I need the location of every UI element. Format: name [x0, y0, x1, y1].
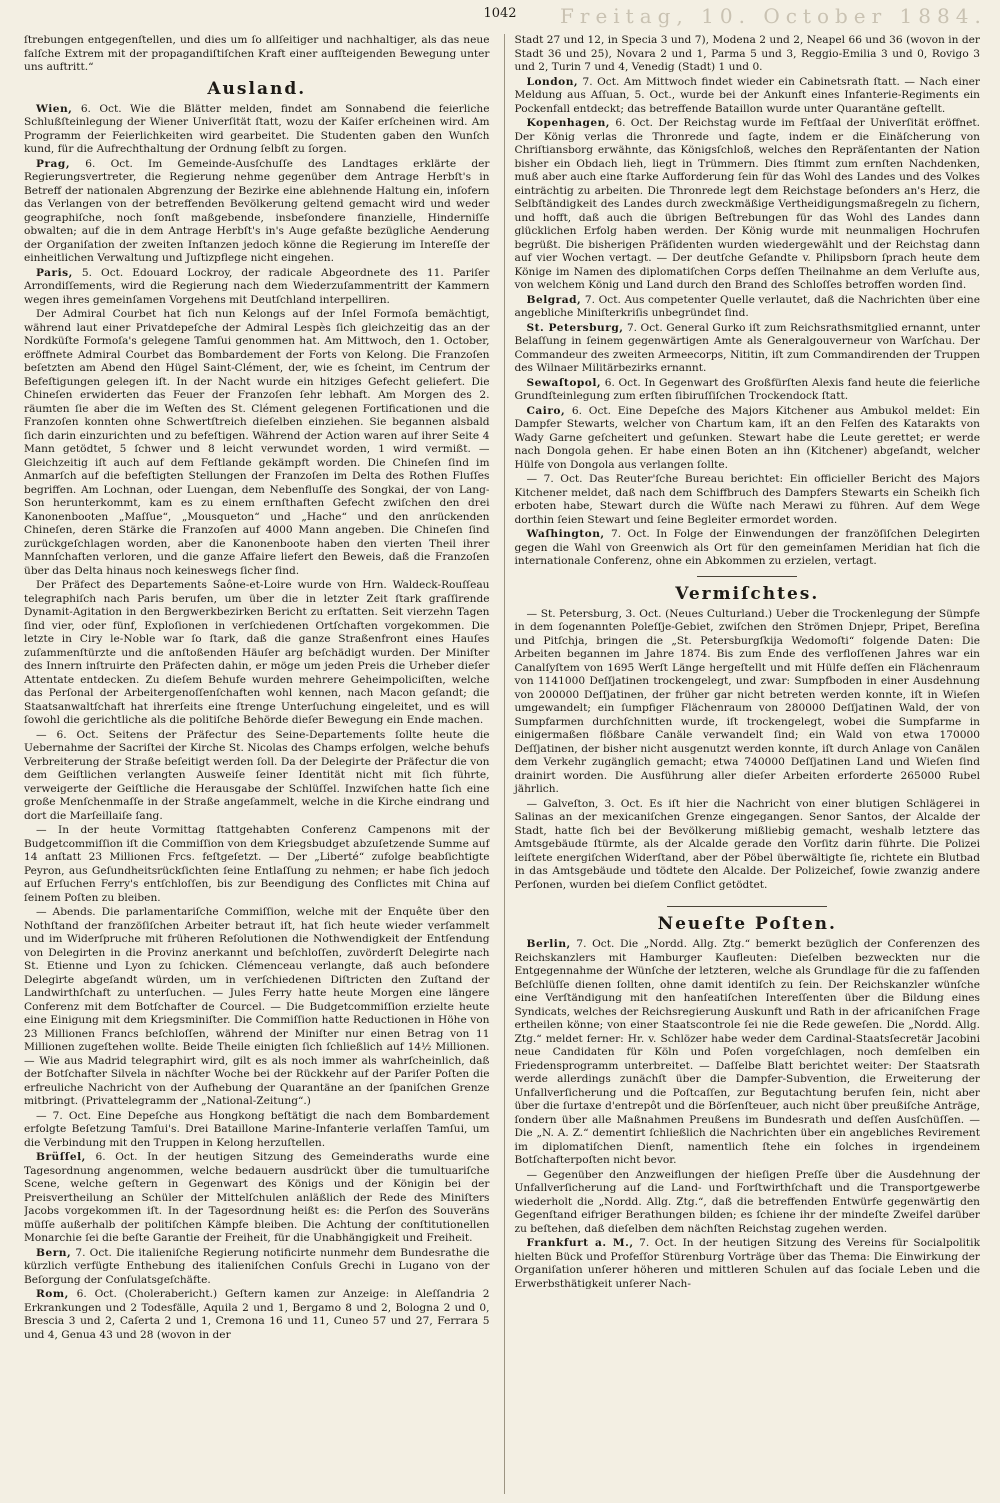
article-text: — Gegenüber den Anzweiflungen der hieſigen Preſſe über die Ausdehnung der Unfallverſicherung auf die Land- und Forſtwirthſchaft und die Transportgewerbe wiederholt die „Nordd. Allg. Ztg.“, daß die betreffenden Entwürfe gegenwärtig den Gegenſtand eifriger Berathungen bilden; es ſchiene ihr der mindeſte Zweifel darüber zu beſtehen, daß dieſelben dem nächſten Reichstag zugehen werden.: [514, 1168, 980, 1235]
right-articles: [515, 76, 981, 569]
misc-paragraph: — St. Petersburg, 3. Oct. (Neues Culturland.) Ueber die Trockenlegung der Sümpfe in dem ſogenannten Poleſſje-Gebiet, zwiſchen den Strömen Dnjepr, Pripet, Bereſina und Pitſchja, bringen die „St. Petersburgſkija Wedomoſti“ folgende Daten: Die Arbeiten begannen im Jahre 1874. Bis zum Ende des verfloſſenen Jahres war ein Canalſyſtem von 1695 Werſt Länge hergeſtellt und mit Hülfe deſſen ein Flächenraum von 1141000 Deſſjatinen trockengelegt, und zwar: Sumpfboden in einer Ausdehnung von 200000 Deſſjatinen, der früher gar nicht betreten werden konnte, iſt in Wieſen umgewandelt; ein ſumpfiger Flächenraum von 280000 Deſſjatinen Wald, der von Sumpfarmen durchſchnitten wurde, iſt trockengelegt, wobei die Sumpfarme in einigermaßen flößbare Canäle verwandelt ſind; ein Wald von etwa 170000 Deſſjatinen, der bisher nicht ausgenutzt werden konnte, iſt durch Anlage von Canälen dem Verkehr zugänglich gemacht; etwa 740000 Deſſjatinen Land und Wieſen ſind drainirt worden. Die Ausführung aller dieſer Arbeiten erforderte 265000 Rubel jährlich.: [514, 607, 980, 795]
article-text: 6. Oct. In der heutigen Sitzung des Gemeinderaths wurde eine Tagesordnung angenommen, welche bedauern ausdrückt über die tumultuariſche Scene, welche geſtern in Gegenwart des Königs und der Königin bei der Preisvertheilung an Schüler der Mittelſchulen anläßlich der Rede des Miniſters Jacobs vorgekommen iſt. In der Tagesordnung heißt es: die Perſon des Souveräns müſſe außerhalb der politiſchen Kämpfe bleiben. Die Achtung der conſtitutionellen Monarchie ſei die beſte Garantie der Freiheit, für die Unabhängigkeit und Freiheit.: [24, 1151, 490, 1244]
article-text: 6. Oct. Eine Depeſche des Majors Kitchener aus Ambukol meldet: Ein Dampfer Stewarts, welcher von Chartum kam, iſt an den Felſen des Katarakts von Wady Garne geſcheitert und geſunken. Stewart habe die Leute gerettet; er werde nach Dongola gehen. Er habe einen Boten an ihn (Kitchener) abgeſandt, welcher Hülfe von Dongola aus verlangen ſollte.: [514, 404, 980, 471]
article-paragraph: [515, 322, 981, 376]
article-text: — Abends. Die parlamentariſche Commiſſion, welche mit der Enquête über den Nothſtand der franzöſiſchen Arbeiter betraut iſt, hat ſich heute wieder verſammelt und im Widerſpruche mit früheren Reſolutionen die Nothwendigkeit der Entſendung von Delegirten in die Provinz anerkannt und beſchloſſen, zuvörderſt Delegirte nach St. Etienne und Lyon zu ſchicken. Clémenceau verlangte, daß auch beſondere Delegirte abgeſandt würden, um in verſchiedenen Diſtricten den Zuſtand der Landwirthſchaft zu unterſuchen. — Jules Ferry hatte heute Morgen eine längere Conferenz mit dem Botſchafter de Courcel. — Die Budgetcommiſſion erzielte heute eine Einigung mit dem Kriegsminiſter. Die Commiſſion hatte Reductionen in Höhe von 23 Millionen Francs beſchloſſen, während der Miniſter nur einen Betrag von 11 Millionen zugeſtehen wollte. Beide Theile einigten ſich ſchließlich auf 14½ Millionen. — Wie aus Madrid telegraphirt wird, gilt es als noch immer als wahrſcheinlich, daß der Botſchafter Silvela in nächſter Woche bei der Rückkehr auf der Pariſer Poſten die erfreuliche Nachricht von der Aufhebung der Quarantäne an der ſpaniſchen Grenze mitbringt. (Privattelegramm der „National-Zeitung“.): [24, 906, 490, 1107]
article-dateline: Brüſſel,: [36, 1151, 86, 1163]
left-column: [24, 34, 490, 1494]
article-dateline: Wien,: [36, 102, 73, 115]
article-paragraph: [24, 906, 490, 1109]
article-paragraph: [24, 158, 490, 266]
article-text: — 7. Oct. Das Reuter'ſche Bureau berichtet: Ein officieller Bericht des Majors Kitchener meldet, daß nach dem Schiffbruch des Dampfers Stewarts ein Scheikh ſich erboten habe, Stewart durch die Wüſte nach Merawi zu führen. Auf dem Wege dorthin ſeien Stewart und ſeine Begleiter ermordet worden.: [514, 473, 980, 526]
section-title-ausland: Ausland.: [207, 78, 307, 99]
article-text: 6. Oct. Wie die Blätter melden, findet am Sonnabend die feierliche Schlußſteinlegung der Wiener Univerſität ſtatt, wozu der Kaiſer erſcheinen wird. Am Programm der Feierlichkeiten wird gearbeitet. Die Studenten gaben den Wunſch kund, für die Aufrechthaltung der Ordnung ſelbſt zu ſorgen.: [24, 102, 490, 155]
article-paragraph: [515, 117, 981, 293]
article-paragraph: [515, 938, 981, 1168]
article-paragraph: [24, 729, 490, 824]
news-items: [515, 938, 981, 1291]
article-paragraph: [515, 294, 981, 321]
article-paragraph: [515, 377, 981, 404]
divider: [697, 576, 797, 577]
left-intro-paragraph: ſtrebungen entgegenſtellen, und dies um ſo allſeitiger und nachhaltiger, als das neue falſche Extrem mit der propagandiſtiſchen Kraft einer aufſteigenden Bewegung unter uns auftritt.“: [24, 34, 490, 73]
article-text: 5. Oct. Edouard Lockroy, der radicale Abgeordnete des 11. Pariſer Arrondiſſements, wird die Regierung nach dem Wiederzuſammentritt der Kammern wegen ihres gemeinſamen Vorgehens mit Deutſchland interpelliren.: [24, 266, 490, 306]
section-title-neueste-posten: Neueſte Poſten.: [657, 914, 837, 934]
article-text: 7. Oct. In der heutigen Sitzung des Vereins für Socialpolitik hielten Bück und Profeſſor Stürenburg Vorträge über das Thema: Die Einwirkung der Organiſation unſerer höheren und mittleren Schulen auf das ſociale Leben und die Erwerbsthätigkeit unſerer Nach-: [514, 1237, 980, 1290]
article-text: Der Präfect des Departements Saône-et-Loire wurde von Hrn. Waldeck-Rouſſeau telegraphiſch nach Paris berufen, um über die in letzter Zeit ſtark graſſirende Dynamit-Agitation in den Bergwerkbezirken Bericht zu erſtatten. Seit vierzehn Tagen ſind vier, oder fünf, Exploſionen in verſchiedenen Ortſchaften vorgekommen. Die letzte in Ciry le-Noble war ſo ſtark, daß die ganze Straßenfront eines Hauſes zuſammenſtürzte und die anſtoßenden Häuſer arg beſchädigt wurden. Der Miniſter des Innern inſtruirte den Präfecten dahin, er möge um jeden Preis die Urheber dieſer Attentate entdecken. Zu dieſem Behufe wurden mehrere Geheimpoliciſten, welche das Perſonal der Arbeitergenoſſenſchaften wohl kennen, nach Macon geſandt; die Staatsanwaltſchaft hat ihrerſeits eine ſtrenge Unterſuchung eingeleitet, und es will ſowohl die gerichtliche als die politiſche Behörde dieſer Bewegung ein Ende machen.: [24, 579, 490, 726]
article-paragraph: [515, 473, 981, 527]
article-dateline: Bern,: [36, 1246, 72, 1259]
header-bleed-through: Freitag, 10. October 1884.: [560, 4, 987, 28]
article-dateline: St. Petersburg,: [526, 321, 624, 334]
article-text: 7. Oct. Am Mittwoch findet wieder ein Cabinetsrath ſtatt. — Nach einer Meldung aus Aſſuan, 5. Oct., wurde bei der Ankunft eines Infanterie-Regiments ein Pockenfall entdeckt; das betreffende Bataillon wurde unter Quarantäne geſtellt.: [514, 75, 980, 115]
article-text: 6. Oct. (Cholerabericht.) Geſtern kamen zur Anzeige: in Aleſſandria 2 Erkrankungen und 2 Todesfälle, Aquila 2 und 1, Bergamo 8 und 2, Bologna 2 und 0, Brescia 3 und 2, Caſerta 2 und 1, Cremona 16 und 11, Cuneo 57 und 27, Ferrara 5 und 4, Genua 43 und 28 (wovon in der: [24, 1288, 490, 1341]
article-paragraph: [24, 579, 490, 728]
misc-paragraph: — Galveſton, 3. Oct. Es iſt hier die Nachricht von einer blutigen Schlägerei in Salinas an der mexicaniſchen Grenze eingegangen. Senor Santos, der Alcalde der Stadt, hatte ſich bei der Bevölkerung mißliebig gemacht, weshalb letztere das Amtsgebäude ſtürmte, als der Alcalde gerade den Vorſitz darin führte. Die Polizei leiſtete energiſchen Widerſtand, aber der Pöbel überwältigte ſie, richtete ein Blutbad in das Amtsgebäude und tödtete den Alcalde. Der Polizeichef, ſowie zwanzig andere Perſonen, wurden bei dieſem Conflict getödtet.: [514, 797, 980, 891]
article-dateline: Rom,: [36, 1288, 69, 1300]
article-text: 6. Oct. Der Reichstag wurde im Feſtſaal der Univerſität eröffnet. Der König verlas die Thronrede und ſagte, indem er die Einäſcherung von Chriſtiansborg erwähnte, das Königsſchloß, welches den Repräſentanten der Nation bisher ein Obdach lieh, liegt in Trümmern. Dies ſtimmt zum ernſten Nachdenken, muß aber auch eine ſtarke Aufforderung ſein für das Wohl des Landes und des Volkes einträchtig zu arbeiten. Die Thronrede legt dem Reichstage beſonders an's Herz, die Selbſtändigkeit des Landes durch zweckmäßige Vertheidigungsmaßregeln zu ſichern, und hofft, daß auch die übrigen Beſtrebungen für das Wohl des Landes dann glücklichen Erfolg haben werden. Der König wurde mit neunmaligen Hochrufen begrüßt. Die bisherigen Präſidenten wurden wiedergewählt und der Reichstag dann auf vier Wochen vertagt. — Der deutſche Geſandte v. Philipsborn ſprach heute dem Könige im Namen des diplomatiſchen Corps deſſen Theilnahme an dem Verluſte aus, von welchem König und Land durch den Brand des Schloſſes betroffen worden ſind.: [514, 117, 980, 291]
article-paragraph: [24, 1247, 490, 1288]
misc-items: [515, 608, 981, 893]
article-paragraph: [515, 76, 981, 117]
article-paragraph: [24, 824, 490, 905]
article-paragraph: [24, 103, 490, 157]
right-column: [504, 34, 981, 1494]
article-text: 7. Oct. General Gurko iſt zum Reichsrathsmitglied ernannt, unter Belaſſung in ſeinem gegenwärtigen Amte als Generalgouverneur von Warſchau. Der Commandeur des zweiten Armeecorps, Nititin, iſt zum Commandirenden der Truppen des Wilnaer Militärbezirks ernannt.: [514, 321, 980, 374]
article-text: 6. Oct. In Gegenwart des Großfürſten Alexis fand heute die feierliche Grundſteinlegung zum erſten ſibiruſſiſchen Trockendock ſtatt.: [514, 376, 980, 402]
divider: [667, 906, 827, 907]
article-text: — 6. Oct. Seitens der Präfectur des Seine-Departements ſollte heute die Uebernahme der Sacriſtei der Kirche St. Nicolas des Champs erfolgen, welche behufs Verbreiterung der Straße beſeitigt werden ſoll. Da der Delegirte der Präfectur die von dem Geiſtlichen verlangten Ausweiſe ſeiner Identität nicht mit ſich führte, verweigerte der Geiſtliche die Herausgabe der Schlüſſel. Inzwiſchen hatte ſich eine große Menſchenmaſſe in der Straße angeſammelt, welche in die Kirche eindrang und dort die Marſeillaiſe ſang.: [24, 728, 490, 822]
article-dateline: Paris,: [36, 266, 73, 279]
article-paragraph: [515, 528, 981, 569]
columns: [24, 34, 980, 1494]
article-text: 7. Oct. In Folge der Einwendungen der franzöſiſchen Delegirten gegen die Wahl von Greenwich als Ort für den gemeinſamen Meridian hat ſich die internationale Conferenz, ohne ein Abkommen zu erzielen, vertagt.: [514, 528, 980, 567]
article-paragraph: [24, 1288, 490, 1342]
article-dateline: London,: [526, 75, 579, 88]
left-articles: [24, 103, 490, 1343]
article-dateline: Waſhington,: [526, 528, 605, 540]
article-text: — 7. Oct. Eine Depeſche aus Hongkong beſtätigt die nach dem Bombardement erfolgte Beſetzung Tamſui's. Drei Bataillone Marine-Infanterie verlaſſen Tamſui, um die Verbindung mit den Truppen in Kelong herzuſtellen.: [24, 1109, 490, 1149]
article-dateline: Cairo,: [526, 404, 566, 417]
article-dateline: Frankfurt a. M.,: [526, 1237, 634, 1249]
article-dateline: Belgrad,: [526, 293, 582, 306]
article-dateline: Sewaſtopol,: [526, 376, 602, 389]
article-paragraph: [515, 1237, 981, 1291]
article-paragraph: [24, 1110, 490, 1151]
right-intro-paragraph: Stadt 27 und 12, in Specia 3 und 7), Modena 2 und 2, Neapel 66 und 36 (wovon in der Stadt 36 und 25), Novara 2 und 1, Parma 5 und 3, Reggio-Emilia 3 und 0, Rovigo 3 und 2, Turin 7 und 4, Venedig (Stadt) 1 und 0.: [514, 34, 980, 73]
article-dateline: Kopenhagen,: [526, 117, 610, 129]
article-text: — In der heute Vormittag ſtattgehabten Conferenz Campenons mit der Budgetcommiſſion iſt die Commiſſion von dem Kriegsbudget abzuſetzende Summe auf 14 anſtatt 23 Millionen Frcs. feſtgeſetzt. — Der „Liberté“ zufolge beabſichtigte Peyron, aus Geſundheitsrückſichten ſeine Entlaſſung zu nehmen; er habe ſich jedoch auf Erſuchen Ferry's entſchloſſen, bis zur Beendigung des Conflictes mit China auf ſeinem Poſten zu bleiben.: [24, 824, 490, 904]
article-paragraph: [515, 1169, 981, 1237]
article-dateline: Berlin,: [526, 938, 571, 950]
article-text: 7. Oct. Aus competenter Quelle verlautet, daß die Nachrichten über eine angebliche Miniſterkriſis unbegründet ſind.: [514, 293, 980, 319]
article-paragraph: [515, 405, 981, 473]
section-title-vermischtes: Vermiſchtes.: [675, 583, 820, 604]
article-text: 7. Oct. Die italieniſche Regierung notificirte nunmehr dem Bundesrathe die kürzlich verfügte Enthebung des italieniſchen Conſuls Grechi in Lugano von der Beſorgung der Conſulatsgeſchäfte.: [24, 1246, 490, 1286]
article-text: Der Admiral Courbet hat ſich nun Kelongs auf der Inſel Formoſa bemächtigt, während laut einer Privatdepeſche der Admiral Lespès ſich gleichzeitig das an der Nordküſte Formoſa's gelegene Tamſui genommen hat. Am Mittwoch, den 1. October, eröffnete Admiral Courbet das Bombardement der Forts von Kelong. Die Franzoſen beſetzten am Abend den Hügel Saint-Clément, der, wie es ſcheint, im Centrum der Befeſtigungen gelegen iſt. In der Nacht wurde ein hitziges Gefecht geliefert. Die Chineſen erwiderten das Feuer der Franzoſen ſehr lebhaft. Am Morgen des 2. räumten ſie aber die im Weſten des St. Clément gelegenen Fortificationen und die Franzoſen konnten ohne Schwertſtreich dieſelben einziehen. Sie begannen alsbald ſich darin einzurichten und zu befeſtigen. Während der Action waren auf ihrer Seite 4 Mann getödtet, 5 ſchwer und 8 leicht verwundet worden, 1 wird vermißt. — Gleichzeitig iſt auch auf dem Feſtlande gekämpft worden. Die Chineſen ſind im Anmarſch auf die befeſtigten Stellungen der Franzoſen im Delta des Rothen Fluſſes begriffen. Am Lochnan, oder Luengan, dem Nebenfluſſe des Songkai, der von Lang-Son herunterkommt, kam es zu einem ernſthaften Gefecht zwiſchen den drei Kanonenbooten „Maſſue“, „Mousqueton“ und „Hache“ und den anrückenden Chineſen, deren Stärke die Franzoſen auf 4000 Mann angeben. Die Chineſen ſind zurückgeſchlagen worden, aber die Kanonenboote haben den vierten Theil ihrer Mannſchaften verloren, und die ganze Affaire liefert den Beweis, daß die Franzoſen über das Delta hinaus noch keineswegs ſicher ſind.: [24, 308, 490, 577]
article-paragraph: [24, 308, 490, 578]
article-dateline: Prag,: [36, 157, 71, 170]
article-text: 6. Oct. Im Gemeinde-Ausſchuſſe des Landtages erklärte der Regierungsvertreter, die Regierung nehme gegenüber dem Antrage Herbſt's in Betreff der nationalen Abgrenzung der Bezirke eine ablehnende Haltung ein, inſofern das Verlangen von der betreffenden Bevölkerung geltend gemacht wird und weder geographiſche, noch ſonſt maßgebende, insbeſondere finanzielle, Hinderniſſe obwalten; auf die in dem Antrage Herbſt's in's Auge gefaßte bezügliche Aenderung der Organiſation der zweiten Inſtanzen jedoch könne die Regierung im Intereſſe der einheitlichen Verwaltung und Juſtizpflege nicht eingehen.: [24, 157, 490, 264]
article-paragraph: [24, 1151, 490, 1246]
article-text: 7. Oct. Die „Nordd. Allg. Ztg.“ bemerkt bezüglich der Conferenzen des Reichskanzlers mit Hamburger Kaufleuten: Dieſelben bezweckten nur die Entgegennahme der Wünſche der letzteren, welche als Grundlage für die zu faſſenden Beſchlüſſe dienen ſollten, ohne damit identiſch zu ſein. Der Reichskanzler wünſche eine Verſtändigung mit den hanſeatiſchen Intereſſenten über die Bildung eines Syndicats, welches der Reichsregierung Auskunft und Rath in der africaniſchen Frage ertheilen könne; von einer Staatscontrole ſei nie die Rede geweſen. Die „Nordd. Allg. Ztg.“ meldet ferner: Hr. v. Schlözer habe weder dem Cardinal-Staatsſecretär Jacobini neue Candidaten für Köln und Poſen vorgeſchlagen, noch demſelben ein Friedensprogramm unterbreitet. — Daſſelbe Blatt berichtet weiter: Der Staatsrath werde allerdings zunächſt über die Dampfer-Subvention, die Erweiterung der Unfallverſicherung und die Poſtcaſſen, zur Begutachtung berufen ſein, nicht aber über die ſurtaxe d'entrepôt und die Börſenſteuer, auch nicht über preußiſche Anträge, ſondern über alle Maßnahmen Preußens im Bundesrath und deſſen Ausſchüſſen. — Die „N. A. Z.“ dementirt ſchließlich die Nachrichten über ein angebliches Revirement im diplomatiſchen Dienſt, namentlich ſtehe ein ſolches in irgendeinem Botſchafterpoſten nicht bevor.: [514, 938, 980, 1166]
page-number: 1042: [483, 6, 517, 21]
article-paragraph: [24, 267, 490, 308]
